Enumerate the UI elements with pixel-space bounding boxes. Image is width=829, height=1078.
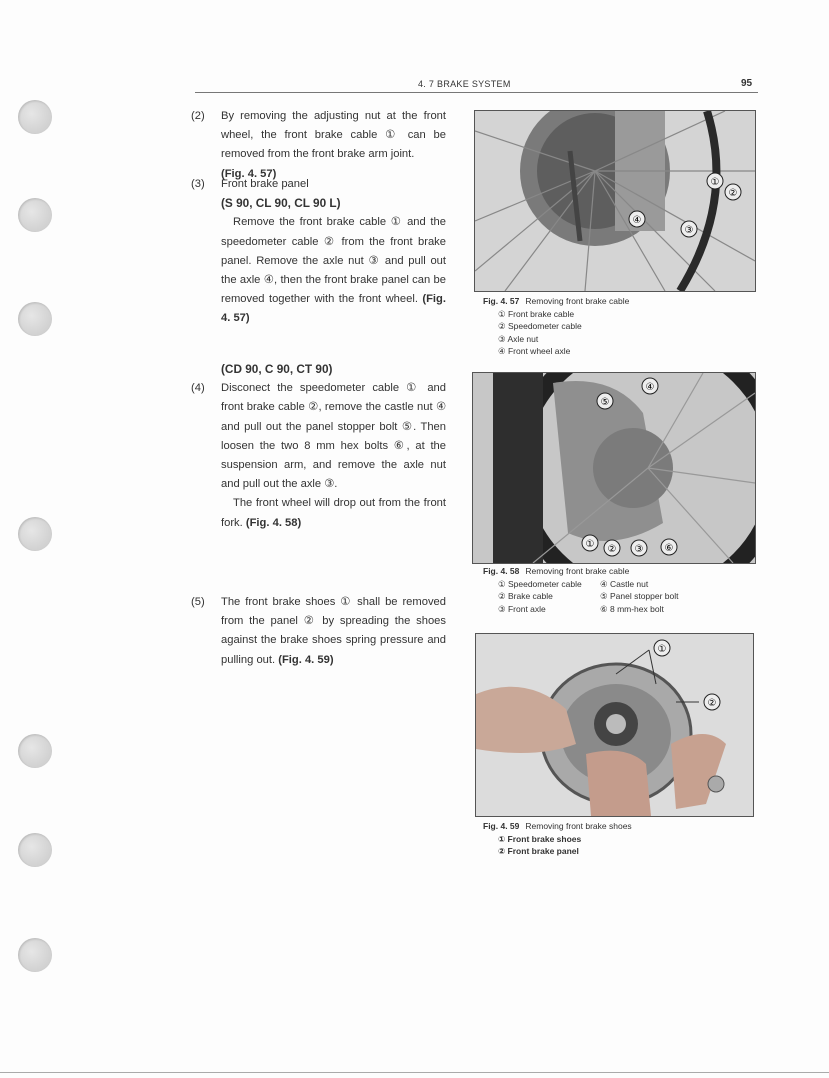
figure-number: Fig. 4. 58 — [483, 566, 520, 576]
legend-item: ① Front brake shoes — [498, 833, 582, 844]
figure-photo-4-57 — [474, 110, 756, 292]
page-number: 95 — [741, 78, 753, 89]
legend-item: ④ Castle nut — [600, 578, 649, 589]
legend-item: ① Front brake cable — [498, 308, 575, 319]
callout-2: ② — [707, 698, 717, 709]
callout-2: ② — [728, 188, 738, 199]
header-rule — [195, 92, 758, 93]
step-text: The front wheel will drop out from the front fork. (Fig. 4. 58) — [221, 497, 446, 529]
step-2 — [191, 107, 446, 184]
step-number: (5) — [191, 596, 205, 608]
step-text: By removing the adjusting nut at the front wheel, the front brake cable ① can be removed from the front brake arm joint. — [221, 110, 446, 161]
binder-hole — [18, 517, 52, 551]
binder-hole — [18, 198, 52, 232]
legend-item: ② Front brake panel — [498, 846, 579, 856]
figure-title: Removing front brake cable — [525, 296, 630, 306]
caption-4-59 — [483, 820, 753, 858]
callout-4: ④ — [645, 382, 655, 393]
model-list: (S 90, CL 90, CL 90 L) — [221, 196, 341, 211]
figure-number: Fig. 4. 57 — [483, 296, 520, 306]
legend-item: ③ Front axle — [498, 603, 546, 614]
figure-photo-4-58 — [472, 372, 756, 564]
step-number: (4) — [191, 382, 205, 395]
brake-shoes-image — [476, 634, 753, 816]
callout-2: ② — [607, 544, 617, 555]
step-title: Front brake panel — [221, 178, 309, 190]
figure-photo-4-59 — [475, 633, 754, 817]
callout-1: ① — [710, 177, 720, 188]
figure-title: Removing front brake cable — [525, 566, 630, 576]
step-text: Remove the front brake cable ① and the speedometer cable ② from the front brake panel. Remove the axle nut ③ and pull out the axle ④, then the front brake panel can be removed together with the front wheel. (Fig. 4. 57) — [221, 216, 446, 325]
binder-hole — [18, 302, 52, 336]
legend-item: ⑤ Panel stopper bolt — [600, 591, 679, 601]
brake-panel-image — [473, 373, 755, 563]
legend-item: ③ Axle nut — [498, 333, 539, 344]
step-text: The front brake shoes ① shall be removed from the panel ② by spreading the shoes against the brake shoes spring pressure and pulling out. (Fig. 4. 59) — [221, 596, 446, 666]
callout-5: ⑤ — [600, 397, 610, 408]
model-list: (CD 90, C 90, CT 90) — [221, 362, 333, 376]
figure-reference: (Fig. 4. 57) — [221, 167, 277, 180]
callout-3: ③ — [634, 544, 644, 555]
step-number: (3) — [191, 178, 205, 190]
section-header: 4. 7 BRAKE SYSTEM — [418, 79, 511, 89]
step-number: (2) — [191, 110, 205, 122]
caption-4-58 — [483, 565, 753, 615]
step-5 — [191, 593, 446, 670]
figure-number: Fig. 4. 59 — [483, 821, 520, 831]
page-bottom-edge — [0, 1072, 829, 1073]
callout-4: ④ — [632, 215, 642, 226]
figure-reference: (Fig. 4. 57) — [221, 293, 446, 325]
legend-item: ① Speedometer cable — [498, 578, 582, 589]
binder-hole — [18, 938, 52, 972]
binder-hole — [18, 833, 52, 867]
caption-4-57 — [483, 295, 753, 358]
wheel-hub-image — [475, 111, 755, 291]
figure-reference: (Fig. 4. 58) — [245, 516, 302, 529]
binder-hole — [18, 734, 52, 768]
legend-item: ④ Front wheel axle — [498, 346, 571, 356]
step-4 — [191, 360, 446, 533]
callout-1: ① — [657, 644, 667, 655]
callout-1: ① — [585, 539, 595, 550]
figure-reference: (Fig. 4. 59) — [278, 653, 334, 666]
step-text: Disconect the speedometer cable ① and front brake cable ②, remove the castle nut ④ and pull out the panel stopper bolt ⑤. Then loosen the two 8 mm hex bolts ⑥, at the suspension arm, and remove the axle nut and pull out the axle ③. — [221, 382, 446, 491]
figure-title: Removing front brake shoes — [525, 821, 632, 831]
callout-3: ③ — [684, 225, 694, 236]
legend-item: ⑥ 8 mm-hex bolt — [600, 603, 664, 614]
legend-item: ② Speedometer cable — [498, 321, 582, 331]
binder-hole — [18, 100, 52, 134]
step-3 — [191, 175, 446, 329]
legend-item: ② Brake cable — [498, 591, 553, 601]
callout-6: ⑥ — [664, 543, 674, 554]
